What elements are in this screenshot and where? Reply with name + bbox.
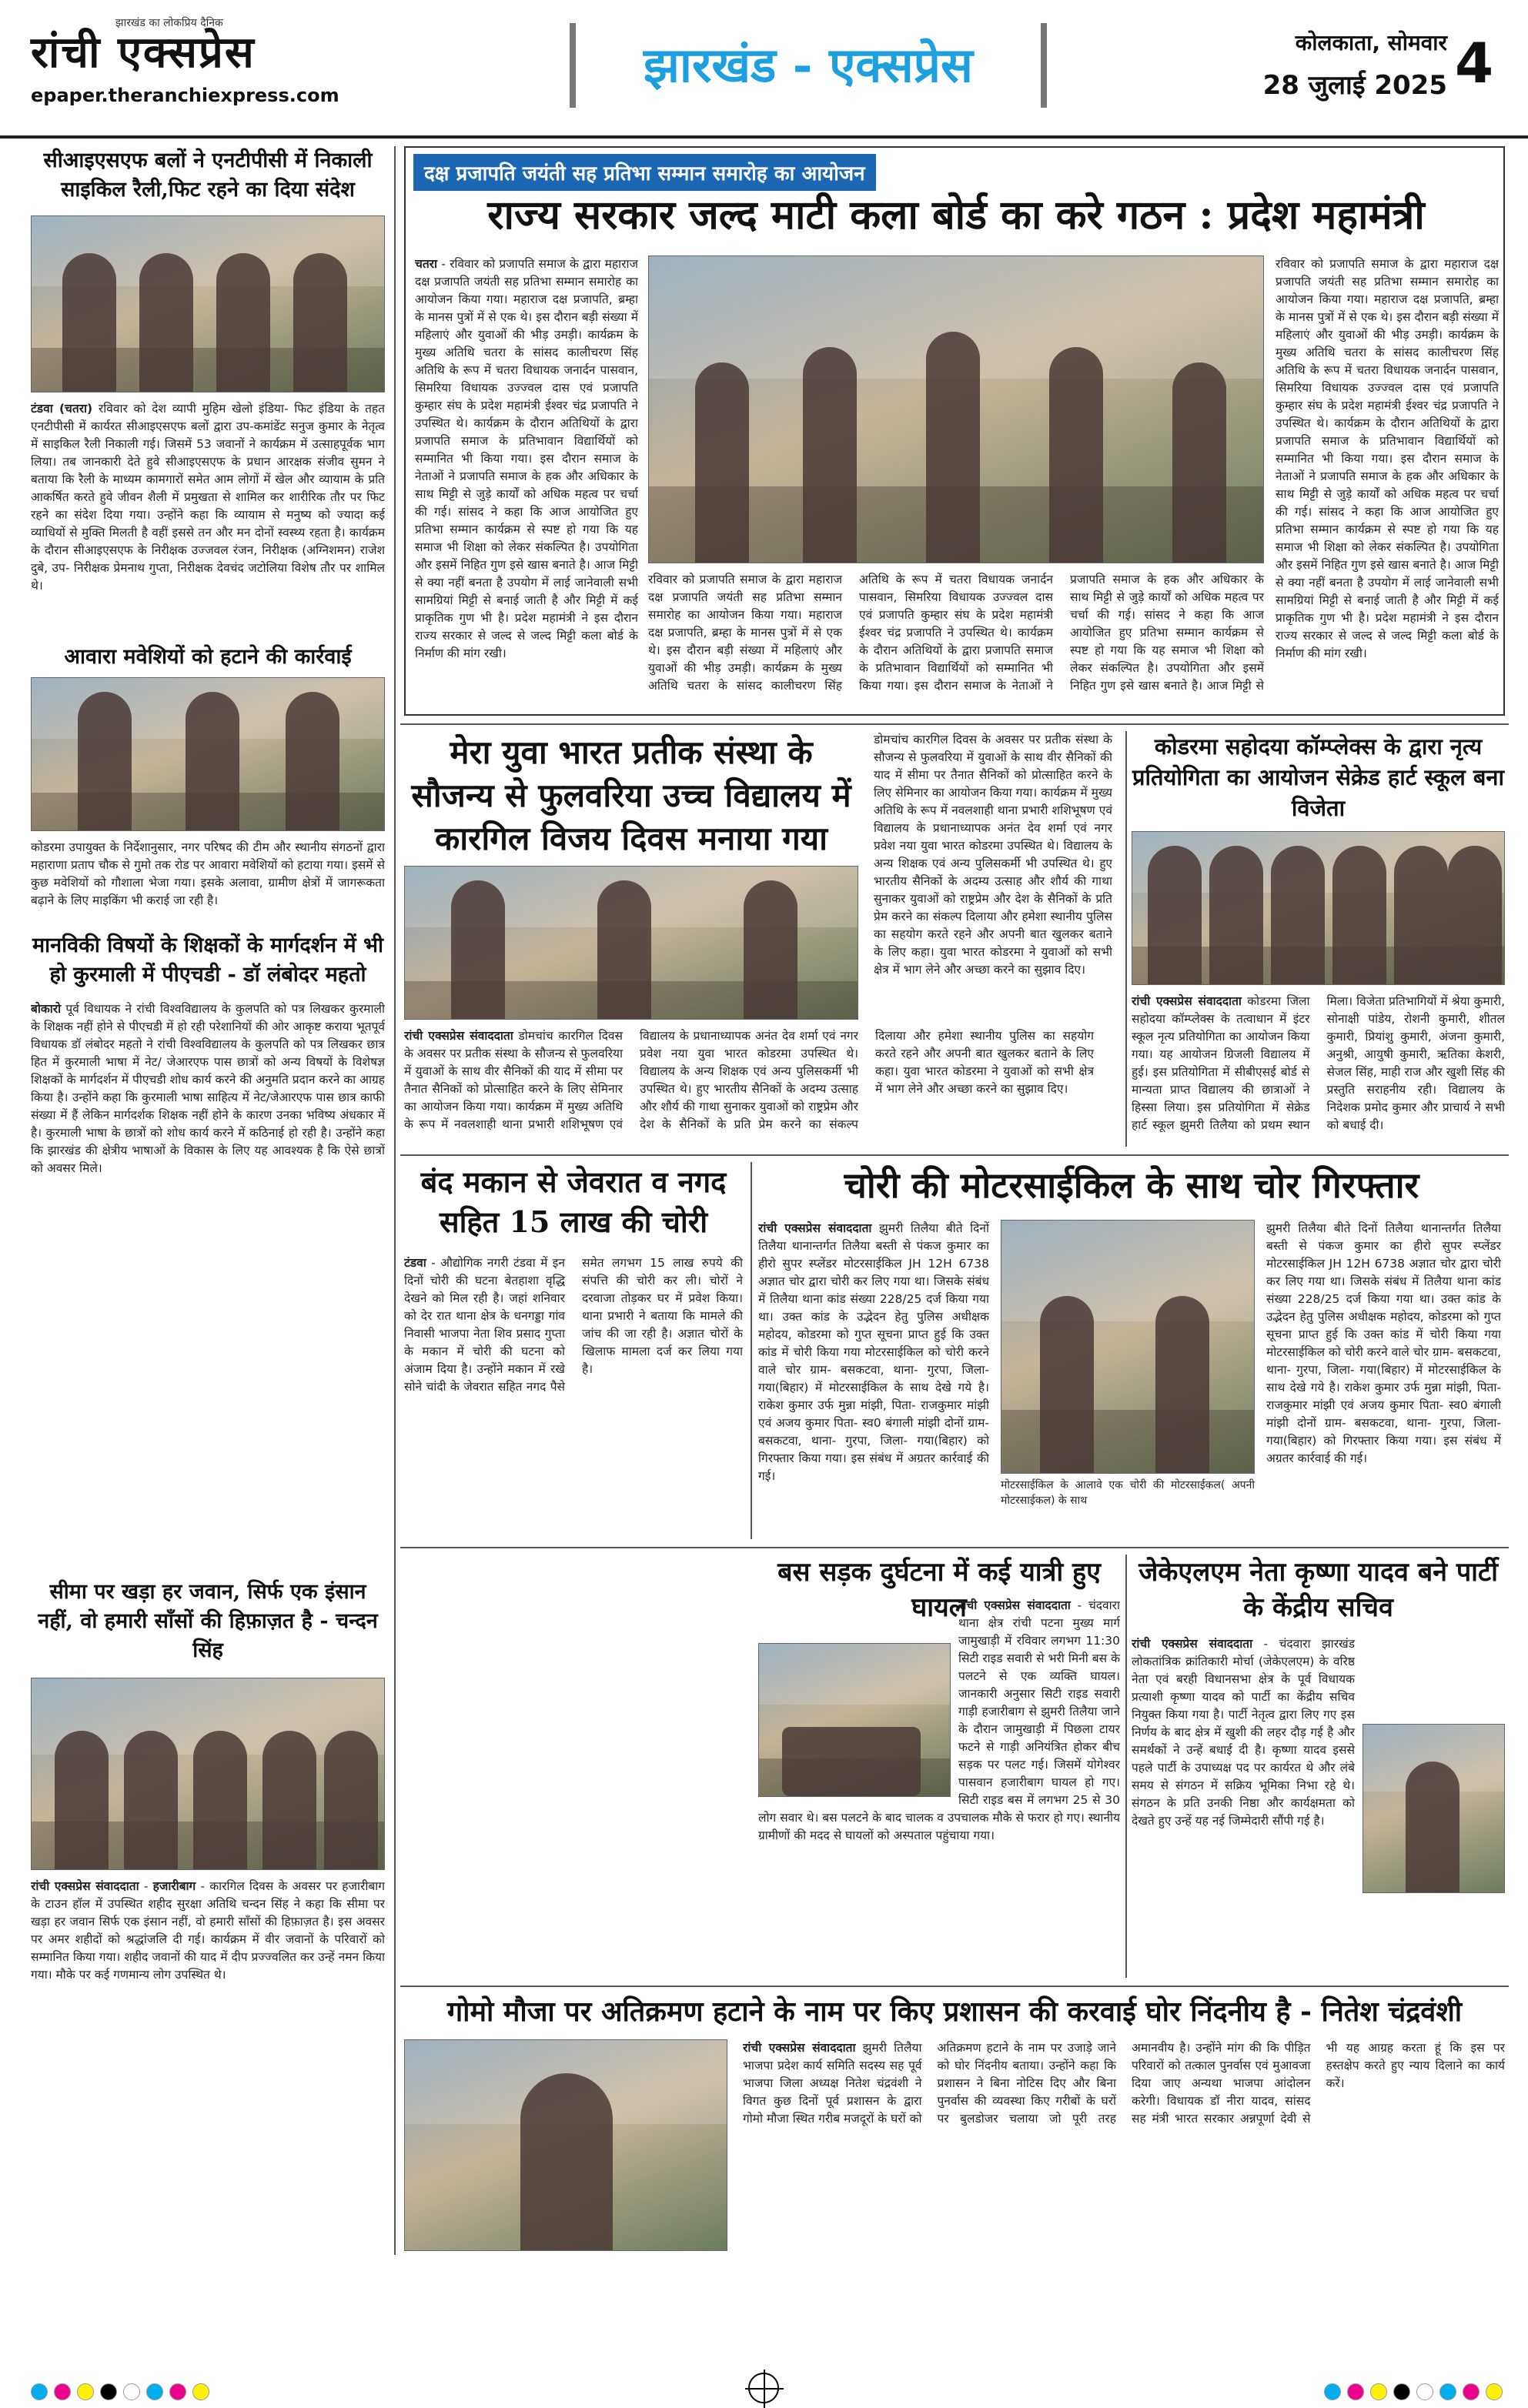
kargil-event-photo <box>31 1678 385 1870</box>
arrest-photo <box>1001 1220 1255 1474</box>
story-body: रांची एक्सप्रेस संवाददाता - हजारीबाग - कारगिल दिवस के अवसर पर हजारीबाग के टाउन हॉल में उपस्थित शहीद सुरक्षा अतिथि चन्दन सिंह ने कहा कि सीमा पर खड़ा हर जवान सिर्फ एक इंसान नहीं, वो हमारी साँसों की हिफ़ाज़त है। इस अवसर पर अमर शहीदों को श्रद्धांजलि दी गई। कार्यक्रम में वीर जवानों के परिवारों को सम्मानित किया गया। शहीद जवानों की याद में दीप प्रज्ज्वलित कर उन्हें नमन किया गया। मौके पर कई गणमान्य लोग उपस्थित थे। <box>31 1879 385 1982</box>
story-house-theft <box>404 1162 743 1539</box>
story-stray-cattle <box>31 643 385 927</box>
story-body <box>743 2039 1505 2251</box>
story-text: झुमरी तिलैया भाजपा प्रदेश कार्य समिति सदस्य सह पूर्व भाजपा जिला अध्यक्ष नितेश चंद्रवंशी ने विगत कुछ दिनों पूर्व प्रशासन के द्वारा गोमो मौजा स्थित गरीब मजदूरों के घरों को अतिक्रमण हटाने के नाम पर उजाड़े जाने को घोर निंदनीय बताया। उन्होंने कहा कि प्रशासन ने बिना नोटिस दिए और बिना पुनर्वास की व्यवस्था किए गरीबों के घरों पर बुलडोजर चलाया जो पूरी तरह अमानवीय है। उन्होंने मांग की कि पीड़ित परिवारों को तत्काल पुनर्वास एवं मुआवजा दिया जाए अन्यथा भाजपा आंदोलन करेगी। विधायक डॉ नीरा यादव, सांसद सह मंत्री भारत सरकार अन्नपूर्णा देवी से भी यह आग्रह करता हूं कि इस पर हस्तक्षेप करते हुए न्याय दिलाने का कार्य करें। <box>743 2041 1505 2126</box>
row-divider <box>400 1986 1509 1987</box>
story-headline: गोमो मौजा पर अतिक्रमण हटाने के नाम पर किए प्रशासन की करवाई घोर निंदनीय है - नितेश चंद्रवंशी <box>446 1996 1463 2028</box>
nitesh-chandravanshi-portrait <box>404 2039 727 2251</box>
story-byline: रांची एक्सप्रेस संवाददाता <box>1132 994 1242 1008</box>
story-kurmali-phd <box>31 931 385 1570</box>
story-dateline: टंडवा <box>404 1256 426 1270</box>
dance-winners-photo <box>1132 831 1505 985</box>
story-byline: रांची एक्सप्रेस संवाददाता <box>758 1221 872 1235</box>
registration-dot-icon <box>1439 2383 1456 2400</box>
story-body <box>404 1027 1094 1143</box>
column-divider <box>394 146 396 2255</box>
story-headline: कोडरमा सहोदया कॉम्प्लेक्स के द्वारा नृत्य प्रतियोगिता का आयोजन सेक्रेड हार्ट स्कूल बना विजेता <box>1132 733 1504 821</box>
issue-date: 28 जुलाई 2025 <box>1262 70 1447 101</box>
masthead-tagline: झारखंड का लोकप्रिय दैनिक <box>115 17 223 29</box>
story-headline: राज्य सरकार जल्द माटी कला बोर्ड का करे गठन : प्रदेश महामंत्री <box>487 192 1425 239</box>
story-body: कोडरमा उपायुक्त के निर्देशानुसार, नगर परिषद की टीम और स्थानीय संगठनों द्वारा महाराणा प्रताप चौक से गुमो तक रोड पर आवारा मवेशियों को हटाया गया। इसमें से कुछ मवेशियों को गौशाला भेजा गया। इसके अलावा, ग्रामीण क्षेत्रों में जागरूकता बढ़ाने के लिए माइकिंग भी कराई जा रही है। <box>31 840 385 907</box>
registration-dot-icon <box>31 2383 48 2400</box>
story-text: चंदवारा झारखंड लोकतांत्रिक क्रांतिकारी मोर्चा (जेकेएलएम) के वरिष्ठ नेता एवं बरही विधानसभा क्षेत्र के पूर्व विधायक प्रत्याशी कृष्णा यादव को पार्टी का केंद्रीय सचिव नियुक्त किया गया है। पार्टी नेतृत्व द्वारा लिए गए इस निर्णय के बाद क्षेत्र में खुशी की लहर दौड़ गई है और समर्थकों ने उन्हें बधाई दी है। कृष्णा यादव इससे पहले पार्टी के उपाध्यक्ष पद पर कार्यरत थे और लंबे समय से संगठन में सक्रिय भूमिका निभा रहे थे। संगठन के प्रति उनकी निष्ठा और कार्यक्षमता को देखते हुए उन्हें यह नई जिम्मेदारी सौंपी गई है। <box>1132 1637 1356 1828</box>
story-gomo-encroachment <box>404 1993 1505 2255</box>
story-text: डोमचांच कारगिल दिवस के अवसर पर प्रतीक संस्था के सौजन्य से फुलवरिया में युवाओं के साथ वीर सैनिकों की याद में सीमा पर तैनात सैनिकों को प्रोत्साहित करने के लिए सेमिनार का आयोजन किया गया। कार्यक्रम में मुख्य अतिथि के रूप में नवलशाही थाना प्रभारी शशिभूषण एवं विद्यालय के प्रधानाध्यापक अनंत देव शर्मा एवं नगर प्रवेश नया युवा भारत कोडरमा उपस्थित थे। विद्यालय के अन्य शिक्षक एवं अन्य पुलिसकर्मी भी उपस्थित थे। हुए भारतीय सैनिकों के अदम्य उत्साह और शौर्य की गाथा सुनाकर युवाओं को राष्ट्रप्रेम और देश के सैनिकों के प्रति प्रेम करने का संकल्प दिलाया और हमेशा स्थानीय पुलिस का सहयोग करते रहने और अपनी बात खुलकर बताने के लिए कहा। युवा भारत कोडरमा ने युवाओं को सभी क्षेत्र में भाग लेने और अच्छा करने का सुझाव दिए। <box>404 1029 1094 1131</box>
cycle-rally-photo <box>31 215 385 392</box>
story-dateline: चतरा <box>415 257 438 271</box>
cattle-removal-photo <box>31 677 385 831</box>
story-dance-competition <box>1132 731 1505 1147</box>
story-chandan-singh <box>31 1578 385 2247</box>
dateline-city: कोलकाता, सोमवार <box>1295 30 1447 55</box>
story-headline: बस सड़क दुर्घटना में कई यात्री हुए घायल <box>777 1557 1101 1623</box>
story-dateline: हजारीबाग <box>152 1879 196 1893</box>
story-text: चंदवारा थाना क्षेत्र रांची पटना मुख्य मार्ग जामुखाड़ी में रविवार लगभग 11:30 सिटी राइड सवारी से भरी मिनी बस के पलटने से एक व्यक्ति घायल। जानकारी अनुसार सिटी राइड सवारी गाड़ी हजारीबाग से झुमरी तिलैया जाने के दौरान जामुखाड़ी में पिछला टायर फटने से गाड़ी अनियंत्रित होकर बीच सड़क पर पलट गई। जिसमें योगेश्वर पासवान हजारीबाग घायल हो गए। सिटी राइड बस में लगभग 25 से 30 लोग सवार थे। बस पलटने के बाद चालक व उपचालक मौके से फरार हो गए। स्थानीय ग्रामीणों की मदद से घायलों को अस्पताल पहुंचाया गया। <box>758 1598 1120 1842</box>
column-divider <box>751 1162 752 1539</box>
newspaper-logo: रांची एक्सप्रेस <box>31 27 256 78</box>
story-text: झुमरी तिलैया बीते दिनों तिलैया थानान्तर्गत तिलैया बस्ती से पंकज कुमार का हीरो सुपर स्प्लेंडर मोटरसाईकिल JH 12H 6738 अज्ञात चोर द्वारा चोरी कर लिए गया था। जिसके संबंध में तिलैया थाना कांड संख्या 228/25 दर्ज किया गया था। उक्त कांड के उद्भेदन हेतु पुलिस अधीक्षक महोदय, कोडरमा को गुप्त सूचना प्राप्त हुई कि उक्त कांड में चोरी किया गया मोटरसाईकिल को चोरी करने वाले चोर ग्राम- बसकटवा, थाना- गुरपा, जिला- गया(बिहार) में मोटरसाईकिल के साथ देखे गये है। राकेश कुमार उर्फ मुन्ना मांझी, पिता- राजकुमार मांझी एवं अजय कुमार पिता- स्व0 बंगाली मांझी दोनों ग्राम- बसकटवा, थाना- गुरपा, जिला- गया(बिहार) को गिरफ्तार किया गया। इस संबंध में अग्रतर कार्रवाई की गई। <box>758 1221 989 1483</box>
story-byline: रांची एक्सप्रेस संवाददाता <box>1132 1637 1253 1651</box>
story-body: रांची एक्सप्रेस संवाददाता - चंदवारा थाना क्षेत्र रांची पटना मुख्य मार्ग जामुखाड़ी में रविवार लगभग 11:30 सिटी राइड सवारी से भरी मिनी बस के पलटने से एक व्यक्ति घायल। जानकारी अनुसार सिटी राइड सवारी गाड़ी हजारीबाग से झुमरी तिलैया जाने के दौरान जामुखाड़ी में पिछला टायर फटने से गाड़ी अनियंत्रित होकर बीच सड़क पर पलट गई। जिसमें योगेश्वर पासवान हजारीबाग घायल हो गए। सिटी राइड बस में लगभग 25 से 30 लोग सवार थे। बस पलटने के बाद चालक व उपचालक मौके से फरार हो गए। स्थानीय ग्रामीणों की मदद से घायलों को अस्पताल पहुंचाया गया। <box>758 1598 1120 1842</box>
registration-dot-icon <box>1370 2383 1387 2400</box>
story-body-right: रविवार को प्रजापति समाज के द्वारा महाराज दक्ष प्रजापति जयंती सह प्रतिभा सम्मान समारोह का आयोजन किया गया। महाराज दक्ष प्रजापति, ब्रम्हा के मानस पुत्रों में से एक थे। इस दौरान बड़ी संख्या में महिलाएं और युवाओं की भीड़ उमड़ी। कार्यक्रम के मुख्य अतिथि चतरा के सांसद कालीचरण सिंह अतिथि के रूप में चतरा विधायक जनार्दन पासवान, सिमरिया विधायक उज्ज्वल दास एवं प्रजापति कुम्हार संघ के प्रदेश महामंत्री ईश्वर चंद्र प्रजापति ने उपस्थित थे। कार्यक्रम के दौरान अतिथियों के द्वारा प्रजापति समाज के प्रतिभावान विद्यार्थियों को सम्मानित भी किया गया। इस दौरान समाज के नेताओं ने प्रजापति समाज के हक और अधिकार के साथ मिट्टी से जुड़े कार्यों को अधिक महत्व पर चर्चा की गई। सांसद ने कहा कि आज आयोजित हुए प्रतिभा सम्मान कार्यक्रम से स्पष्ट हो गया कि यह समाज भी शिक्षा को लेकर संकल्पित है। उपयोगिता और इसमें निहित गुण इसे खास बनाते है। आज मिट्टी से क्या नहीं बनता है उपयोग में लाई जानेवाली सभी सामग्रियां मिट्टी से बनाई जाती है और मिट्टी में कई प्राकृतिक गुण भी है। प्रदेश महामंत्री ने इस दौरान राज्य सरकार से जल्द से जल्द मिट्टी कला बोर्ड के निर्माण की मांग रखी। <box>1276 257 1499 660</box>
story-dateline: टंडवा (चतरा) <box>31 402 93 416</box>
row-divider <box>400 723 1509 725</box>
story-byline: रांची एक्सप्रेस संवाददाता <box>31 1879 139 1893</box>
story-text: पूर्व विधायक ने रांची विश्वविद्यालय के कुलपति को पत्र लिखकर कुरमाली के शिक्षक नहीं होने से पीएचडी में हो रही परेशानियों की ओर आकृष्ट कराया भूतपूर्व विधायक डॉ लंबोदर महतो ने रांची विश्वविद्यालय के कुलपति को पत्र लिखकर छात्र हित में कुरमाली भाषा में नेट/ जेआरएफ पास छात्रों को अन्य विषयों के विशेषज्ञ शिक्षकों के मार्गदर्शन में पीएचडी शोध कार्य करने की अनुमति प्रदान करने का आग्रह किया है। उन्होंने कहा कि कुरमाली भाषा साहित्य में नेट/जेआरएफ पास छात्र काफी संख्या में हैं लेकिन मार्गदर्शक शिक्षक नहीं होने के कारण उनका भविष्य अंधकार में है। कुरमाली भाषा के छात्रों को शोध कार्य करने में कठिनाई हो रही है। उन्होंने कहा कि झारखंड की क्षेत्रीय भाषाओं के विकास के लिए यह आवश्यक है कि ऐसे छात्रों को अवसर मिले। <box>31 1002 385 1175</box>
story-potters-board <box>404 146 1505 716</box>
story-bike-thief <box>758 1162 1505 1539</box>
section-title: झारखंड - एक्सप्रेस <box>570 23 1047 108</box>
story-cisf-cycle-rally <box>31 146 385 639</box>
story-body-left: चतरा - रविवार को प्रजापति समाज के द्वारा महाराज दक्ष प्रजापति जयंती सह प्रतिभा सम्मान समारोह का आयोजन किया गया। महाराज दक्ष प्रजापति, ब्रम्हा के मानस पुत्रों में से एक थे। इस दौरान बड़ी संख्या में महिलाएं और युवाओं की भीड़ उमड़ी। कार्यक्रम के मुख्य अतिथि चतरा के सांसद कालीचरण सिंह अतिथि के रूप में चतरा विधायक जनार्दन पासवान, सिमरिया विधायक उज्ज्वल दास एवं प्रजापति कुम्हार संघ के प्रदेश महामंत्री ईश्वर चंद्र प्रजापति ने उपस्थित थे। कार्यक्रम के दौरान अतिथियों के द्वारा प्रजापति समाज के प्रतिभावान विद्यार्थियों को सम्मानित भी किया गया। इस दौरान समाज के नेताओं ने प्रजापति समाज के हक और अधिकार के साथ मिट्टी से जुड़े कार्यों को अधिक महत्व पर चर्चा की गई। सांसद ने कहा कि आज आयोजित हुए प्रतिभा सम्मान कार्यक्रम से स्पष्ट हो गया कि यह समाज भी शिक्षा को लेकर संकल्पित है। उपयोगिता और इसमें निहित गुण इसे खास बनाते है। आज मिट्टी से क्या नहीं बनता है उपयोग में लाई जानेवाली सभी सामग्रियां मिट्टी से बनाई जाती है और मिट्टी में कई प्राकृतिक गुण भी है। प्रदेश महामंत्री ने इस दौरान राज्य सरकार से जल्द से जल्द मिट्टी कला बोर्ड के निर्माण की मांग रखी। <box>415 257 638 660</box>
registration-dot-icon <box>1416 2383 1433 2400</box>
color-registration-left <box>31 2383 209 2400</box>
story-body-side: डोमचांच कारगिल दिवस के अवसर पर प्रतीक संस्था के सौजन्य से फुलवरिया में युवाओं के साथ वीर सैनिकों की याद में सीमा पर तैनात सैनिकों को प्रोत्साहित करने के लिए सेमिनार का आयोजन किया गया। कार्यक्रम में मुख्य अतिथि के रूप में नवलशाही थाना प्रभारी शशिभूषण एवं विद्यालय के प्रधानाध्यापक अनंत देव शर्मा एवं नगर प्रवेश नया युवा भारत कोडरमा उपस्थित थे। विद्यालय के अन्य शिक्षक एवं अन्य पुलिसकर्मी भी उपस्थित थे। हुए भारतीय सैनिकों के अदम्य उत्साह और शौर्य की गाथा सुनाकर युवाओं को राष्ट्रप्रेम और देश के सैनिकों के प्रति प्रेम करने का संकल्प दिलाया और हमेशा स्थानीय पुलिस का सहयोग करते रहने और अपनी बात खुलकर बताने के लिए कहा। युवा भारत कोडरमा ने युवाओं को सभी क्षेत्र में भाग लेने और अच्छा करने का सुझाव दिए। <box>874 733 1112 977</box>
registration-dot-icon <box>1463 2383 1480 2400</box>
registration-dot-icon <box>54 2383 71 2400</box>
story-kargil-phulwaria <box>404 731 1120 1147</box>
seminar-photo <box>404 866 858 1020</box>
story-headline: बंद मकान से जेवरात व नगद सहित 15 लाख की चोरी <box>420 1164 727 1239</box>
registration-dot-icon <box>1393 2383 1410 2400</box>
story-text: रविवार को देश व्यापी मुहिम खेलो इंडिया- फिट इंडिया के तहत एनटीपीसी में कार्यरत सीआइएसएफ बलों द्वारा उप-कमांडेंट सनुज कुमार के नेतृत्व में साइकिल रैली निकाली गई। जिसमें 53 जवानों ने कार्यक्रम में उत्साहपूर्वक भाग लिया। तब जानकारी देते हुवे सीआइएसएफ के प्रधान आरक्षक संजीव सुमन ने बताया कि रैली के माध्यम कामगारों समेत आम लोगों में खेल और व्यायाम के प्रति आकर्षित करते हुवे जीवन शैली में प्रमुखता से शामिल कर शारीरिक तौर पर फिट रहने का संदेश दिया गया। उन्होंने कहा कि व्यायाम से मनुष्य को ज्यादा कई व्याधियों से मुक्ति मिलती है वहीं इससे तन और मन दोनों स्वस्थ्य रहता है। कार्यक्रम के दौरान सीआइएसएफ के निरीक्षक उज्जवल रंजन, निरीक्षक (अग्निशमन) राजेश दुबे, उप- निरीक्षक प्रेमनाथ गुप्ता, निरीक्षक देवचंद जटोलिया विशेष तौर पर शामिल थे। <box>31 402 385 593</box>
story-dateline: बोकारो <box>31 1002 62 1016</box>
story-headline: सीमा पर खड़ा हर जवान, सिर्फ एक इंसान नहीं, वो हमारी साँसों की हिफ़ाज़त है - चन्दन सिंह <box>38 1580 378 1662</box>
story-byline: रांची एक्सप्रेस संवाददाता <box>743 2041 856 2055</box>
story-body: टंडवा - औद्योगिक नगरी टंडवा में इन दिनों चोरी की घटना बेतहाशा वृद्धि देखने को मिल रही है। जहां शनिवार को देर रात थाना क्षेत्र के धनगड्डा गांव निवासी भाजपा नेता शिव प्रसाद गुप्ता के मकान में चोरी की घटना को अंजाम दिया है। उन्होंने मकान में रखे सोने चांदी के जेवरात सहित नगद पैसे समेत लगभग 15 लाख रुपये की संपत्ति की चोरी कर ली। चोरों ने दरवाजा तोड़कर घर में प्रवेश किया। थाना प्रभारी ने बताया कि मामले की जांच की जा रही है। अज्ञात चोरों के खिलाफ मामला दर्ज कर लिया गया है। <box>404 1256 743 1394</box>
row-divider <box>400 1154 1509 1156</box>
story-body-side: झुमरी तिलैया बीते दिनों तिलैया थानान्तर्गत तिलैया बस्ती से पंकज कुमार का हीरो सुपर स्प्लेंडर मोटरसाईकिल JH 12H 6738 अज्ञात चोर द्वारा चोरी कर लिए गया था। जिसके संबंध में तिलैया थाना कांड संख्या 228/25 दर्ज किया गया था। उक्त कांड के उद्भेदन हेतु पुलिस अधीक्षक महोदय, कोडरमा को गुप्त सूचना प्राप्त हुई कि उक्त कांड में चोरी किया गया मोटरसाईकिल को चोरी करने वाले चोर ग्राम- बसकटवा, थाना- गुरपा, जिला- गया(बिहार) में मोटरसाईकिल के साथ देखे गये है। राकेश कुमार उर्फ मुन्ना मांझी, पिता- राजकुमार मांझी एवं अजय कुमार पिता- स्व0 बंगाली मांझी दोनों ग्राम- बसकटवा, थाना- गुरपा, जिला- गया(बिहार) को गिरफ्तार किया गया। इस संबंध में अग्रतर कार्रवाई की गई। <box>1266 1221 1501 1465</box>
registration-crosshair-icon <box>748 2373 779 2403</box>
story-headline: सीआइएसएफ बलों ने एनटीपीसी में निकाली साइकिल रैली,फिट रहने का दिया संदेश <box>43 149 373 202</box>
story-jklm-krishna-yadav <box>1132 1555 1505 1978</box>
registration-dot-icon <box>1324 2383 1341 2400</box>
registration-dot-icon <box>123 2383 140 2400</box>
photo-caption: मोटरसाईकिल के आलावे एक चोरी की मोटरसाईकल( अपनी मोटरसाईकल) के साथ <box>1001 1479 1255 1507</box>
registration-dot-icon <box>77 2383 94 2400</box>
story-headline: मानविकी विषयों के शिक्षकों के मार्गदर्शन में भी हो कुरमाली में पीएचडी - डॉ लंबोदर महतो <box>32 933 383 987</box>
story-body <box>31 400 385 595</box>
story-text: कारगिल दिवस के अवसर पर हजारीबाग के टाउन हॉल में उपस्थित शहीद सुरक्षा अतिथि चन्दन सिंह ने कहा कि सीमा पर खड़ा हर जवान सिर्फ एक इंसान नहीं, वो हमारी साँसों की हिफ़ाज़त है। इस अवसर पर अमर शहीदों को श्रद्धांजलि दी गई। कार्यक्रम में वीर जवानों के परिवारों को सम्मानित किया गया। शहीद जवानों की याद में दीप प्रज्ज्वलित कर उन्हें नमन किया गया। मौके पर कई गणमान्य लोग उपस्थित थे। <box>31 1879 385 1982</box>
story-body <box>758 1220 989 1535</box>
felicitation-photo <box>648 255 1264 563</box>
registration-dot-icon <box>169 2383 186 2400</box>
story-headline: मेरा युवा भारत प्रतीक संस्था के सौजन्य से फुलवरिया उच्च विद्यालय में कारगिल विजय दिवस मनाया गया <box>411 733 851 857</box>
column-divider <box>1125 731 1127 1147</box>
registration-dot-icon <box>146 2383 163 2400</box>
story-body: रांची एक्सप्रेस संवाददाता - चंदवारा झारखंड लोकतांत्रिक क्रांतिकारी मोर्चा (जेकेएलएम) के वरिष्ठ नेता एवं बरही विधानसभा क्षेत्र के पूर्व विधायक प्रत्याशी कृष्णा यादव को पार्टी का केंद्रीय सचिव नियुक्त किया गया है। पार्टी नेतृत्व द्वारा लिए गए इस निर्णय के बाद क्षेत्र में खुशी की लहर दौड़ गई है और समर्थकों ने उन्हें बधाई दी है। कृष्णा यादव इससे पहले पार्टी के उपाध्यक्ष पद पर कार्यरत थे और लंबे समय से संगठन में सक्रिय भूमिका निभा रहे थे। संगठन के प्रति उनकी निष्ठा और कार्यक्षमता को देखते हुए उन्हें यह नई जिम्मेदारी सौंपी गई है। <box>1132 1637 1356 1828</box>
registration-dot-icon <box>100 2383 117 2400</box>
story-headline: जेकेएलएम नेता कृष्णा यादव बने पार्टी के केंद्रीय सचिव <box>1138 1557 1498 1623</box>
epaper-url[interactable]: epaper.theranchiexpress.com <box>31 85 339 106</box>
registration-dot-icon <box>192 2383 209 2400</box>
color-registration-right <box>1324 2383 1503 2400</box>
registration-dot-icon <box>1486 2383 1503 2400</box>
story-byline: रांची एक्सप्रेस संवाददाता <box>404 1029 513 1043</box>
story-kicker: दक्ष प्रजापति जयंती सह प्रतिभा सम्मान समारोह का आयोजन <box>413 154 876 191</box>
story-text: रविवार को प्रजापति समाज के द्वारा महाराज दक्ष प्रजापति जयंती सह प्रतिभा सम्मान समारोह का आयोजन किया गया। महाराज दक्ष प्रजापति, ब्रम्हा के मानस पुत्रों में से एक थे। इस दौरान बड़ी संख्या में महिलाएं और युवाओं की भीड़ उमड़ी। कार्यक्रम के मुख्य अतिथि चतरा के सांसद कालीचरण सिंह अतिथि के रूप में चतरा विधायक जनार्दन पासवान, सिमरिया विधायक उज्ज्वल दास एवं प्रजापति कुम्हार संघ के प्रदेश महामंत्री ईश्वर चंद्र प्रजापति ने उपस्थित थे। कार्यक्रम के दौरान अतिथियों के द्वारा प्रजापति समाज के प्रतिभावान विद्यार्थियों को सम्मानित भी किया गया। इस दौरान समाज के नेताओं ने प्रजापति समाज के हक और अधिकार के साथ मिट्टी से जुड़े कार्यों को अधिक महत्व पर चर्चा की गई। सांसद ने कहा कि आज आयोजित हुए प्रतिभा सम्मान कार्यक्रम से स्पष्ट हो गया कि यह समाज भी शिक्षा को लेकर संकल्पित है। उपयोगिता और इसमें निहित गुण इसे खास बनाते है। आज मिट्टी से क्या नहीं बनता है उपयोग में लाई जानेवाली सभी सामग्रियां मिट्टी से बनाई जाती है और मिट्टी में कई प्राकृतिक गुण भी है। प्रदेश महामंत्री ने इस दौरान राज्य सरकार से जल्द से जल्द मिट्टी कला बोर्ड के निर्माण की मांग रखी। <box>415 257 638 660</box>
story-byline: रांची एक्सप्रेस संवाददाता <box>958 1598 1071 1612</box>
story-body <box>31 1000 385 1177</box>
story-body <box>1132 993 1505 1143</box>
column-divider <box>1125 1555 1127 1978</box>
row-divider <box>400 1547 1509 1548</box>
story-body-bottom: रविवार को प्रजापति समाज के द्वारा महाराज दक्ष प्रजापति जयंती सह प्रतिभा सम्मान समारोह का आयोजन किया गया। महाराज दक्ष प्रजापति, ब्रम्हा के मानस पुत्रों में से एक थे। इस दौरान बड़ी संख्या में महिलाएं और युवाओं की भीड़ उमड़ी। कार्यक्रम के मुख्य अतिथि चतरा के सांसद कालीचरण सिंह अतिथि के रूप में चतरा विधायक जनार्दन पासवान, सिमरिया विधायक उज्ज्वल दास एवं प्रजापति कुम्हार संघ के प्रदेश महामंत्री ईश्वर चंद्र प्रजापति ने उपस्थित थे। कार्यक्रम के दौरान अतिथियों के द्वारा प्रजापति समाज के प्रतिभावान विद्यार्थियों को सम्मानित भी किया गया। इस दौरान समाज के नेताओं ने प्रजापति समाज के हक और अधिकार के साथ मिट्टी से जुड़े कार्यों को अधिक महत्व पर चर्चा की गई। सांसद ने कहा कि आज आयोजित हुए प्रतिभा सम्मान कार्यक्रम से स्पष्ट हो गया कि यह समाज भी शिक्षा को लेकर संकल्पित है। उपयोगिता और इसमें निहित गुण इसे खास बनाते है। आज मिट्टी से <box>648 573 1264 693</box>
story-text: औद्योगिक नगरी टंडवा में इन दिनों चोरी की घटना बेतहाशा वृद्धि देखने को मिल रही है। जहां शनिवार को देर रात थाना क्षेत्र के धनगड्डा गांव निवासी भाजपा नेता शिव प्रसाद गुप्ता के मकान में चोरी की घटना को अंजाम दिया है। उन्होंने मकान में रखे सोने चांदी के जेवरात सहित नगद पैसे समेत लगभग 15 लाख रुपये की संपत्ति की चोरी कर ली। चोरों ने दरवाजा तोड़कर घर में प्रवेश किया। थाना प्रभारी ने बताया कि मामले की जांच की जा रही है। अज्ञात चोरों के खिलाफ मामला दर्ज कर लिया गया है। <box>404 1256 743 1394</box>
masthead <box>0 0 1528 139</box>
story-text: कोडरमा जिला सहोदया कॉम्प्लेक्स के तत्वाधान में इंटर स्कूल नृत्य प्रतियोगिता का आयोजन किया गया। यह आयोजन ग्रिजली विद्यालय में हुई। इस प्रतियोगिता में सीबीएसई बोर्ड से मान्यता प्राप्त विद्यालय की छात्राओं ने हिस्सा लिया। इस प्रतियोगिता में सेक्रेड हार्ट स्कूल झुमरी तिलैया को प्रथम स्थान मिला। विजेता प्रतिभागियों में श्रेया कुमारी, सोनाक्षी पांडेय, रोशनी कुमारी, शीतल कुमारी, प्रियांशु कुमारी, अंजना कुमारी, अनुश्री, आयुषी कुमारी, ऋतिका केशरी, सेजल सिंह, माही राज और खुशी सिंह की प्रस्तुति सराहनीय रही। विद्यालय के निदेशक प्रमोद कुमार और प्राचार्य ने सभी को बधाई दी। <box>1132 994 1505 1132</box>
story-headline: चोरी की मोटरसाईकिल के साथ चोर गिरफ्तार <box>844 1164 1419 1206</box>
page-number: 4 <box>1455 31 1494 95</box>
registration-dot-icon <box>1347 2383 1364 2400</box>
story-headline: आवारा मवेशियों को हटाने की कार्रवाई <box>64 645 352 669</box>
story-bus-accident <box>758 1555 1120 1978</box>
